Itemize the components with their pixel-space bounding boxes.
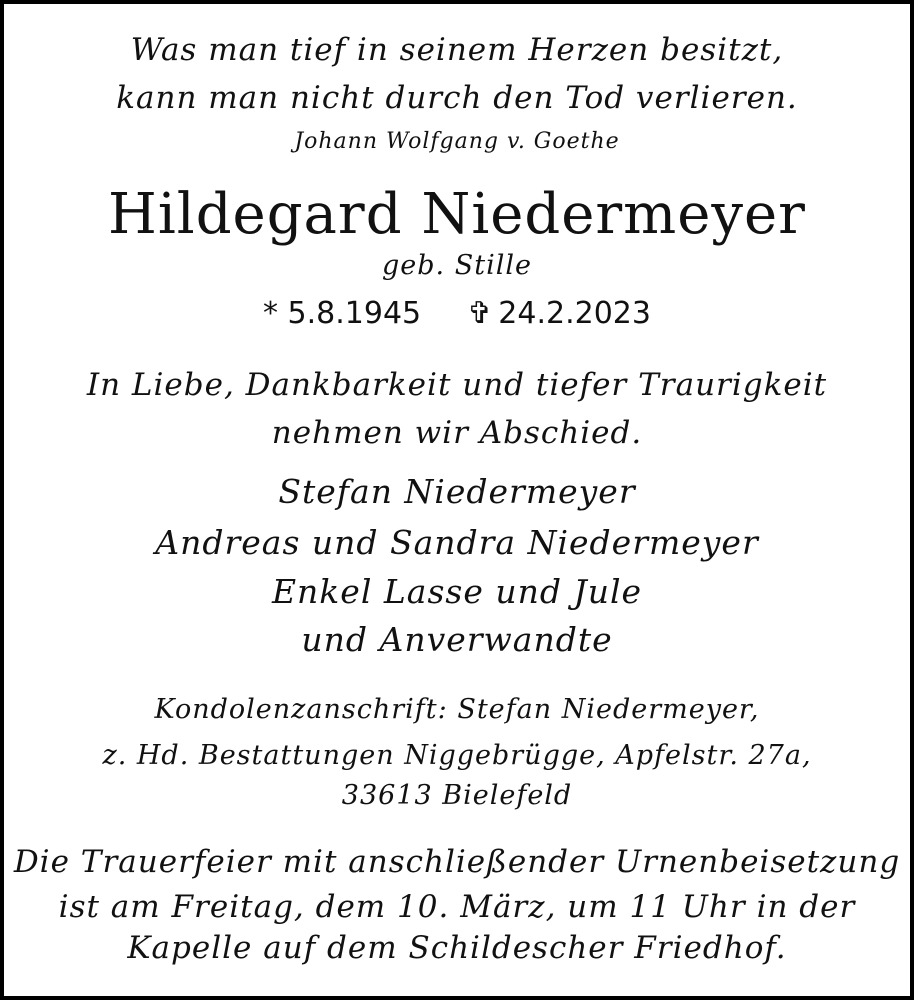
maiden-name: geb. Stille	[382, 250, 532, 281]
mourner: und Anverwandte	[301, 620, 613, 659]
birth-date: * 5.8.1945	[263, 296, 422, 331]
cross-icon: ✞	[467, 296, 493, 331]
service-line: Die Trauerfeier mit anschließender Urnenbeisetzung	[13, 844, 901, 880]
mourner: Enkel Lasse und Jule	[271, 572, 643, 611]
service-line: Kapelle auf dem Schildescher Friedhof.	[127, 930, 787, 966]
service-line: ist am Freitag, dem 10. März, um 11 Uhr in der	[58, 889, 856, 925]
condolence-line: z. Hd. Bestattungen Niggebrügge, Apfelstr. 27a,	[102, 740, 812, 771]
quote-author: Johann Wolfgang v. Goethe	[294, 129, 620, 154]
farewell-line: nehmen wir Abschied.	[271, 415, 643, 451]
condolence-line: Kondolenzanschrift: Stefan Niedermeyer,	[154, 694, 760, 725]
mourner: Stefan Niedermeyer	[278, 472, 636, 511]
quote-line: kann man nicht durch den Tod verlieren.	[116, 80, 798, 116]
life-dates	[4, 296, 910, 331]
quote-line: Was man tief in seinem Herzen besitzt,	[130, 32, 784, 68]
death-date: 24.2.2023	[498, 296, 651, 331]
condolence-line: 33613 Bielefeld	[341, 780, 573, 811]
deceased-name: Hildegard Niedermeyer	[108, 182, 806, 247]
farewell-line: In Liebe, Dankbarkeit und tiefer Traurigkeit	[86, 367, 828, 403]
mourner: Andreas und Sandra Niedermeyer	[155, 523, 759, 562]
